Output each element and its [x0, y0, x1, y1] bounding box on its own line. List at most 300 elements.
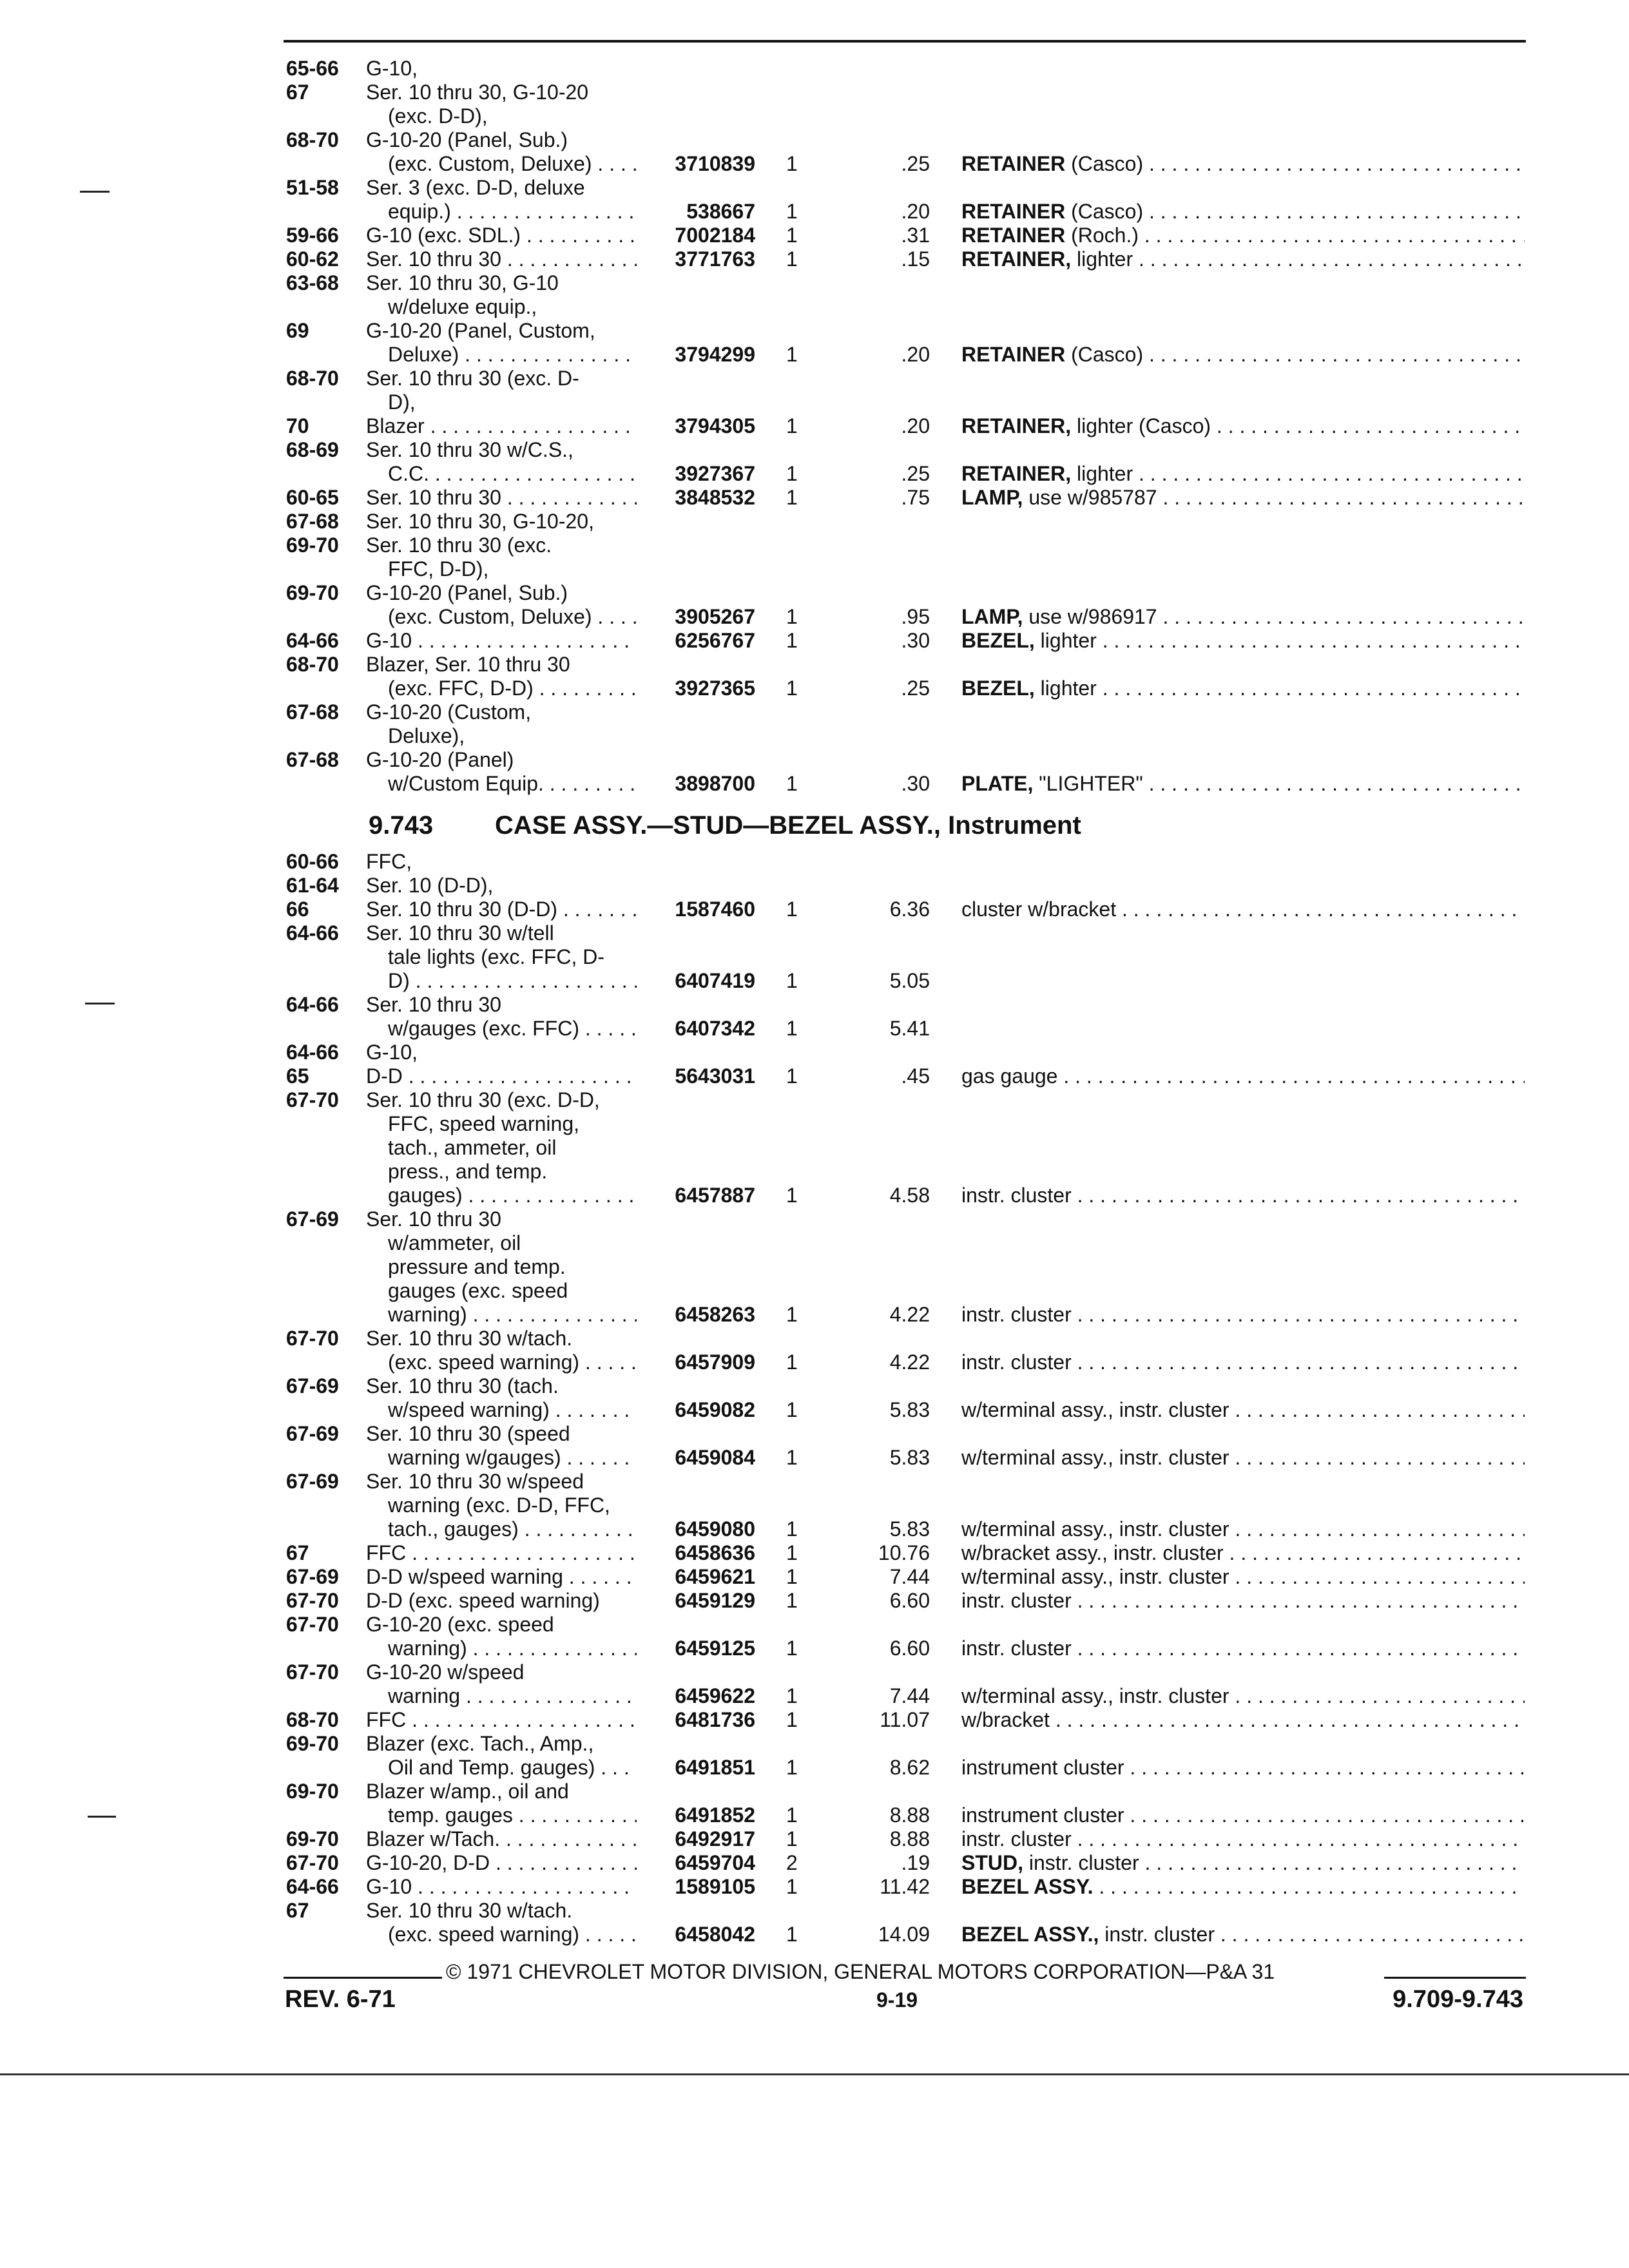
model-years: 60-66 [286, 850, 339, 873]
footer-rule-left [284, 1977, 442, 1979]
table-row [0, 1684, 1629, 1708]
application-description: Oil and Temp. gauges) . . . [388, 1756, 637, 1780]
part-name-detail: w/bracket [961, 1708, 1050, 1731]
table-row [0, 993, 1629, 1017]
price: .75 [901, 486, 930, 509]
application-description: tach., ammeter, oil [388, 1136, 557, 1159]
application-description: G-10-20 (Panel, Sub.) [366, 581, 568, 604]
model-years: 66 [286, 898, 309, 921]
part-name [961, 1827, 1525, 1851]
model-years: 67 [286, 1899, 309, 1922]
part-number: 6459622 [675, 1684, 755, 1707]
table-row [0, 1255, 1629, 1279]
table-row [0, 629, 1629, 653]
application-description: w/deluxe equip., [388, 295, 537, 318]
application-description: gauges (exc. speed [388, 1279, 568, 1302]
quantity: 1 [786, 1303, 798, 1326]
model-years: 67-68 [286, 748, 339, 771]
application-description: FFC, [366, 850, 412, 873]
model-years: 67-70 [286, 1851, 339, 1874]
price: .20 [901, 343, 930, 366]
part-name [961, 1756, 1525, 1780]
table-row [0, 1422, 1629, 1446]
application-description: Ser. 10 thru 30 (speed [366, 1422, 570, 1445]
table-row [0, 1851, 1629, 1875]
price: 4.22 [889, 1350, 930, 1374]
table-row [0, 1923, 1629, 1946]
table-row [0, 605, 1629, 629]
part-number: 6492917 [675, 1827, 755, 1850]
part-name [961, 1446, 1525, 1470]
price: 6.60 [889, 1637, 930, 1660]
application-description: FFC, speed warning, [388, 1112, 580, 1135]
table-row [0, 81, 1629, 104]
table-row [0, 1350, 1629, 1374]
part-name [961, 343, 1525, 367]
part-name [961, 1708, 1525, 1732]
part-number: 6491851 [675, 1756, 755, 1779]
table-row [0, 1732, 1629, 1756]
table-row [0, 247, 1629, 271]
price: 8.88 [889, 1803, 930, 1827]
table-row [0, 969, 1629, 993]
table-row [0, 128, 1629, 152]
part-name-detail: (Roch.) [1065, 224, 1139, 247]
application-description: tale lights (exc. FFC, D- [388, 945, 605, 968]
part-number: 6481736 [675, 1708, 755, 1731]
price: .45 [901, 1064, 930, 1088]
part-name-detail: lighter [1034, 677, 1097, 700]
application-description: tach., gauges) . . . [388, 1517, 637, 1541]
part-name-bold: BEZEL, [961, 629, 1035, 652]
quantity: 1 [786, 1064, 798, 1088]
table-row [0, 200, 1629, 224]
table-row [0, 1374, 1629, 1398]
part-name-detail: w/terminal assy., instr. cluster [961, 1684, 1229, 1707]
part-number: 6407342 [675, 1017, 755, 1040]
price: .19 [901, 1851, 930, 1874]
part-name [961, 677, 1525, 700]
part-name [961, 1589, 1525, 1613]
model-years: 67-70 [286, 1327, 339, 1350]
table-row [0, 700, 1629, 724]
part-number: 3905267 [675, 605, 755, 628]
table-row [0, 1041, 1629, 1064]
part-number: 6458263 [675, 1303, 755, 1326]
part-name-detail: instrument cluster [961, 1756, 1124, 1779]
model-years: 64-66 [286, 1041, 339, 1064]
price: 7.44 [889, 1565, 930, 1588]
table-row [0, 581, 1629, 605]
application-description: Ser. 10 thru 30, G-10 [366, 271, 559, 294]
quantity: 1 [786, 1803, 798, 1827]
price: .30 [901, 629, 930, 652]
part-name [961, 152, 1525, 176]
application-description: Deluxe) . . . [388, 343, 637, 367]
part-name [961, 772, 1525, 796]
application-description: G-10 . . . [366, 629, 637, 653]
model-years: 65 [286, 1064, 309, 1088]
application-description: (exc. FFC, D-D) . . . [388, 677, 637, 700]
part-number: 6256767 [675, 629, 755, 652]
table-row [0, 1589, 1629, 1613]
table-row [0, 510, 1629, 533]
part-number: 6459084 [675, 1446, 755, 1469]
table-row [0, 1708, 1629, 1732]
bottom-rule [0, 2073, 1629, 2075]
part-name-detail: (Casco) [1065, 200, 1144, 223]
model-years: 59-66 [286, 224, 339, 247]
model-years: 61-64 [286, 874, 339, 897]
application-description: Ser. 10 thru 30 w/tell [366, 921, 554, 945]
table-row [0, 343, 1629, 367]
part-name [961, 1923, 1525, 1946]
table-row [0, 1517, 1629, 1541]
quantity: 1 [786, 1565, 798, 1588]
table-row [0, 319, 1629, 343]
application-description: G-10-20 (Panel, Sub.) [366, 128, 568, 151]
table-row [0, 1327, 1629, 1350]
quantity: 1 [786, 1017, 798, 1040]
price: 5.83 [889, 1517, 930, 1541]
table-row [0, 1231, 1629, 1255]
part-name-detail: (Casco) [1065, 152, 1144, 175]
price: 8.62 [889, 1756, 930, 1779]
model-years: 68-70 [286, 128, 339, 151]
quantity: 1 [786, 486, 798, 509]
part-name-bold: BEZEL, [961, 677, 1035, 700]
part-name [961, 1851, 1525, 1875]
table-row [0, 271, 1629, 295]
table-row [0, 462, 1629, 486]
part-name-detail: w/terminal assy., instr. cluster [961, 1517, 1229, 1541]
application-description: D) . . . [388, 969, 637, 993]
application-description: w/speed warning) . . . [388, 1398, 637, 1422]
application-description: Ser. 10 thru 30 w/C.S., [366, 438, 574, 461]
part-name [961, 1541, 1525, 1565]
section-heading [369, 811, 1081, 840]
quantity: 1 [786, 1398, 798, 1421]
model-years: 67-69 [286, 1207, 339, 1231]
model-years: 70 [286, 414, 309, 437]
price: 4.22 [889, 1303, 930, 1326]
model-years: 60-62 [286, 247, 339, 271]
model-years: 64-66 [286, 1875, 339, 1898]
quantity: 1 [786, 629, 798, 652]
part-number: 6457887 [675, 1184, 755, 1207]
model-years: 67-68 [286, 510, 339, 533]
table-row [0, 557, 1629, 581]
application-description: Ser. 10 thru 30 (exc. [366, 533, 552, 557]
application-description: (exc. speed warning) . . . [388, 1350, 637, 1374]
quantity: 1 [786, 343, 798, 366]
part-name-detail: use w/986917 [1023, 605, 1157, 628]
application-description: Blazer . . . [366, 414, 637, 438]
page-number: 9-19 [876, 1988, 918, 2012]
table-row [0, 176, 1629, 200]
quantity: 1 [786, 414, 798, 437]
part-name [961, 1398, 1525, 1422]
price: 11.42 [880, 1875, 930, 1898]
model-years: 67 [286, 81, 309, 104]
part-name-detail: lighter [1071, 247, 1133, 271]
application-description: warning) . . . [388, 1637, 637, 1660]
part-number: 3794305 [675, 414, 755, 437]
part-name [961, 1565, 1525, 1589]
application-description: G-10-20, D-D . . . [366, 1851, 637, 1875]
part-name-bold: RETAINER [961, 200, 1066, 223]
part-name-bold: RETAINER [961, 224, 1066, 247]
table-row [0, 748, 1629, 772]
quantity: 1 [786, 247, 798, 271]
part-number: 6459704 [675, 1851, 755, 1874]
table-row [0, 533, 1629, 557]
quantity: 1 [786, 969, 798, 992]
price: 5.83 [889, 1398, 930, 1421]
application-description: G-10 . . . [366, 1875, 637, 1899]
application-description: temp. gauges . . . [388, 1803, 637, 1827]
application-description: Ser. 10 thru 30 . . . [366, 247, 637, 271]
quantity: 1 [786, 1708, 798, 1731]
table-row [0, 104, 1629, 128]
table-row [0, 1780, 1629, 1803]
part-number: 6458636 [675, 1541, 755, 1564]
part-number: 6407419 [675, 969, 755, 992]
footer-rule-right [1384, 1977, 1526, 1979]
part-name-bold: BEZEL ASSY. [961, 1875, 1094, 1898]
price: 6.36 [889, 898, 930, 921]
quantity: 1 [786, 1756, 798, 1779]
part-name-bold: RETAINER, [961, 247, 1072, 271]
table-row [0, 224, 1629, 247]
table-row [0, 1398, 1629, 1422]
part-number: 3794299 [675, 343, 755, 366]
table-row [0, 152, 1629, 176]
part-name-detail: lighter [1034, 629, 1097, 652]
price: 14.09 [878, 1923, 930, 1946]
part-name [961, 200, 1525, 224]
price: 5.05 [889, 969, 930, 992]
part-name [961, 605, 1525, 629]
part-name-detail: use w/985787 [1023, 486, 1157, 509]
model-years: 63-68 [286, 271, 339, 294]
part-name-detail: instr. cluster [1099, 1923, 1215, 1946]
table-row [0, 1160, 1629, 1184]
model-years: 67-69 [286, 1422, 339, 1445]
quantity: 1 [786, 898, 798, 921]
quantity: 1 [786, 605, 798, 628]
section-number: 9.743 [369, 811, 434, 840]
part-name-detail: lighter [1071, 462, 1133, 485]
table-row [0, 1017, 1629, 1041]
application-description: D-D w/speed warning . . . [366, 1565, 637, 1589]
part-name-detail: lighter (Casco) [1071, 414, 1211, 437]
price: 4.58 [889, 1184, 930, 1207]
application-description: Ser. 10 thru 30 w/speed [366, 1470, 584, 1493]
table-row [0, 1637, 1629, 1660]
quantity: 1 [786, 1184, 798, 1207]
part-name-detail: instrument cluster [961, 1803, 1124, 1827]
part-name-bold: RETAINER, [961, 414, 1072, 437]
price: 8.88 [889, 1827, 930, 1850]
application-description: (exc. Custom, Deluxe) . . . [388, 605, 637, 629]
part-name-bold: RETAINER [961, 343, 1066, 366]
part-number: 6459080 [675, 1517, 755, 1541]
part-number: 6457909 [675, 1350, 755, 1374]
part-name-detail: instr. cluster [961, 1350, 1072, 1374]
part-name-bold: BEZEL ASSY., [961, 1923, 1099, 1946]
quantity: 1 [786, 677, 798, 700]
model-years: 68-70 [286, 1708, 339, 1731]
part-name-detail: cluster w/bracket [961, 898, 1117, 921]
application-description: G-10-20 (Custom, [366, 700, 532, 724]
model-years: 68-70 [286, 367, 339, 390]
part-name-detail: instr. cluster [961, 1303, 1072, 1326]
part-name [961, 1684, 1525, 1708]
application-description: Ser. 10 thru 30 [366, 1207, 501, 1231]
part-name [961, 1184, 1525, 1207]
price: .31 [901, 224, 930, 247]
table-row [0, 1064, 1629, 1088]
model-years: 64-66 [286, 993, 339, 1016]
table-row [0, 921, 1629, 945]
part-number: 6458042 [675, 1923, 755, 1946]
application-description: w/Custom Equip. . . . [388, 772, 637, 796]
part-number: 538667 [686, 200, 755, 223]
table-row [0, 1613, 1629, 1637]
model-years: 67-70 [286, 1088, 339, 1111]
table-row [0, 945, 1629, 969]
quantity: 1 [786, 200, 798, 223]
table-row [0, 724, 1629, 748]
table-row [0, 653, 1629, 677]
part-name-bold: STUD, [961, 1851, 1023, 1874]
application-description: Ser. 10 thru 30 (D-D) . . . [366, 898, 637, 921]
application-description: FFC, D-D), [388, 557, 489, 581]
table-row [0, 677, 1629, 700]
model-years: 69-70 [286, 1732, 339, 1755]
footer-copyright: © 1971 CHEVROLET MOTOR DIVISION, GENERAL MOTORS CORPORATION—P&A 31 [446, 1960, 1275, 1983]
model-years: 67-69 [286, 1470, 339, 1493]
quantity: 1 [786, 1875, 798, 1898]
price: .15 [901, 247, 930, 271]
quantity: 1 [786, 152, 798, 175]
application-description: Deluxe), [388, 724, 465, 747]
part-number: 6459082 [675, 1398, 755, 1421]
application-description: G-10-20 w/speed [366, 1660, 525, 1684]
application-description: D), [388, 390, 416, 414]
application-description: Blazer w/Tach. . . . [366, 1827, 637, 1851]
quantity: 1 [786, 772, 798, 795]
table-row [0, 1494, 1629, 1517]
model-years: 69-70 [286, 1827, 339, 1850]
application-description: warning w/gauges) . . . [388, 1446, 637, 1470]
application-description: D-D . . . [366, 1064, 637, 1088]
application-description: w/ammeter, oil [388, 1231, 521, 1254]
quantity: 1 [786, 224, 798, 247]
table-row [0, 390, 1629, 414]
application-description: Ser. 10 thru 30 (tach. [366, 1374, 559, 1398]
price: .20 [901, 200, 930, 223]
quantity: 1 [786, 1827, 798, 1850]
model-years: 67-70 [286, 1660, 339, 1684]
part-name-detail: (Casco) [1065, 343, 1144, 366]
quantity: 1 [786, 1684, 798, 1707]
application-description: G-10-20 (Panel) [366, 748, 514, 771]
table-row [0, 850, 1629, 874]
part-name-bold: PLATE, [961, 772, 1034, 795]
table-row [0, 57, 1629, 81]
part-name [961, 629, 1525, 653]
part-name [961, 1350, 1525, 1374]
part-number: 3848532 [675, 486, 755, 509]
part-number: 7002184 [675, 224, 755, 247]
application-description: (exc. Custom, Deluxe) . . . [388, 152, 637, 176]
table-row [0, 1899, 1629, 1923]
part-name [961, 486, 1525, 510]
model-years: 68-70 [286, 653, 339, 676]
part-number: 3927365 [675, 677, 755, 700]
application-description: Blazer (exc. Tach., Amp., [366, 1732, 594, 1755]
part-name-detail: "LIGHTER" [1033, 772, 1143, 795]
application-description: G-10-20 (exc. speed [366, 1613, 554, 1636]
application-description: Ser. 10 thru 30 (exc. D- [366, 367, 579, 390]
model-years: 67-70 [286, 1613, 339, 1636]
application-description: Blazer, Ser. 10 thru 30 [366, 653, 570, 676]
application-description: G-10, [366, 1041, 418, 1064]
table-row [0, 1875, 1629, 1899]
model-years: 69-70 [286, 533, 339, 557]
application-description: Ser. 10 thru 30 . . . [366, 486, 637, 510]
table-row [0, 1207, 1629, 1231]
table-row [0, 1565, 1629, 1589]
price: .25 [901, 152, 930, 175]
part-name-bold: RETAINER, [961, 462, 1072, 485]
quantity: 1 [786, 1446, 798, 1469]
price: 5.41 [889, 1017, 930, 1040]
table-row [0, 1184, 1629, 1207]
model-years: 67 [286, 1541, 309, 1564]
part-name [961, 247, 1525, 271]
application-description: FFC . . . [366, 1708, 637, 1732]
model-years: 67-69 [286, 1565, 339, 1588]
price: 6.60 [889, 1589, 930, 1612]
table-row [0, 1803, 1629, 1827]
table-row [0, 1470, 1629, 1494]
part-name-detail: gas gauge [961, 1064, 1058, 1088]
model-years: 51-58 [286, 176, 339, 199]
table-row [0, 1827, 1629, 1851]
table-row [0, 898, 1629, 921]
application-description: w/gauges (exc. FFC) . . . [388, 1017, 637, 1041]
table-row [0, 1136, 1629, 1160]
table-row [0, 1446, 1629, 1470]
application-description: Ser. 10 thru 30 [366, 993, 501, 1016]
application-description: Ser. 10 (D-D), [366, 874, 494, 897]
part-number: 6491852 [675, 1803, 755, 1827]
price: 7.44 [889, 1684, 930, 1707]
price: .20 [901, 414, 930, 437]
part-name-bold: RETAINER [961, 152, 1066, 175]
model-years: 69-70 [286, 581, 339, 604]
price: .95 [901, 605, 930, 628]
table-row [0, 1756, 1629, 1780]
application-description: gauges) . . . [388, 1184, 637, 1207]
part-name [961, 1637, 1525, 1660]
application-description: pressure and temp. [388, 1255, 566, 1278]
table-row [0, 438, 1629, 462]
model-years: 68-69 [286, 438, 339, 461]
